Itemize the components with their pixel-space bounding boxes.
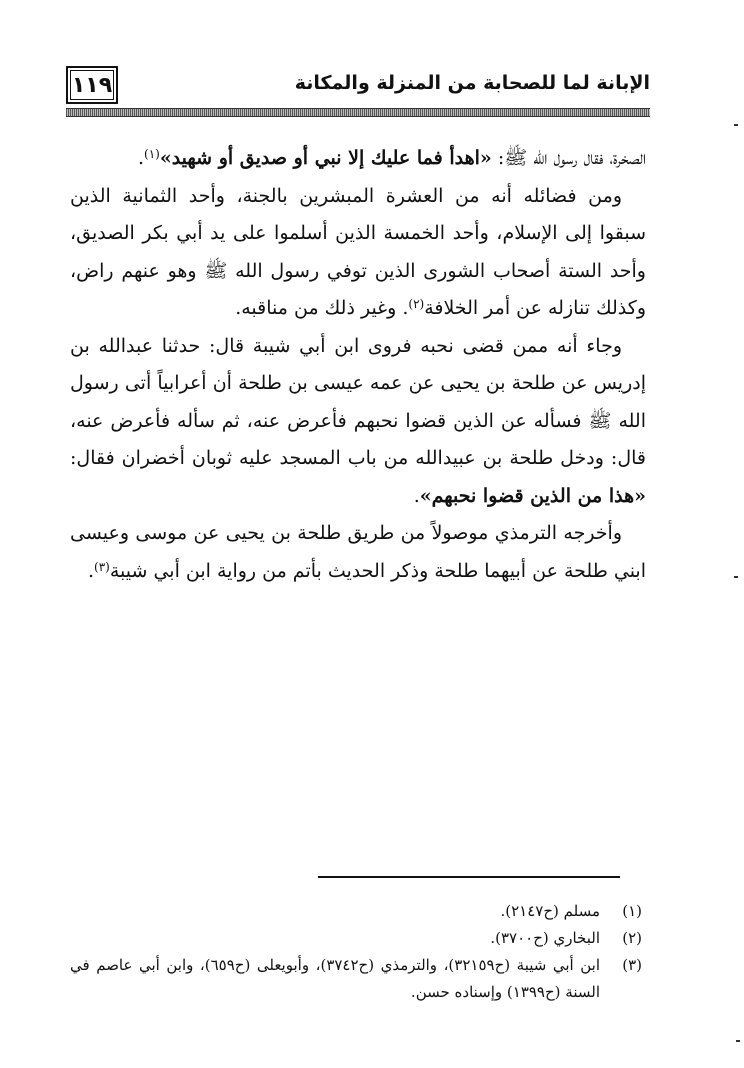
p3-text: وجاء أنه ممن قضى نحبه فروى ابن أبي شيبة قال: حدثنا عبدالله بن إدريس عن طلحة بن يحيى عن عمه عيسى بن طلحة أن أعرابياً أتى رسول الله ﷺ فسأله عن الذين قضوا نحبهم فأعرض عنه، ثم سأله فأعرض عنه، قال: ودخل طلحة بن عبيدالله من باب المسجد عليه ثوبان أخضران فقال: xyxy=(70,334,646,469)
scan-speck xyxy=(734,576,738,578)
footnote-2 xyxy=(70,925,642,952)
p2-end: . وغير ذلك من مناقبه. xyxy=(235,297,409,319)
p2-text: ومن فضائله أنه من العشرة المبشرين بالجنة، وأحد الثمانية الذين سبقوا إلى الإسلام، وأحد الخمسة الذين أسلموا على يد أبي بكر الصديق، وأحد الستة أصحاب الشورى الذين توفي رسول الله ﷺ وهو عنهم راض، وكذلك تنازله عن أمر الخلافة xyxy=(70,184,646,319)
footnote-text: ابن أبي شيبة (ح٣٢١٥٩)، والترمذي (ح٣٧٤٢)، وأبويعلى (ح٦٥٩)، وابن أبي عاصم في السنة (ح١٣٩٩) وإسناده حسن. xyxy=(70,956,601,1001)
scan-speck xyxy=(736,1040,740,1042)
footnotes xyxy=(70,898,642,1006)
footnote-number: (١) xyxy=(622,902,642,920)
p1-end: . xyxy=(137,147,144,169)
footnote-ref-2[interactable]: (٢) xyxy=(408,297,425,311)
running-title: الإبانة لما للصحابة من المنزلة والمكانة xyxy=(294,72,650,94)
p1-quote: «اهدأ فما عليك إلا نبي أو صديق أو شهيد» xyxy=(159,147,492,169)
footnote-ref-1[interactable]: (١) xyxy=(144,147,160,161)
footnote-ref-3[interactable]: (٣) xyxy=(94,559,110,574)
page-header xyxy=(66,66,650,106)
p4-text: وأخرجه الترمذي موصولاً من طريق طلحة بن يحيى عن موسى وعيسى ابني طلحة عن أبيهما طلحة وذكر الحديث بأتم من رواية ابن أبي شيبة xyxy=(70,522,646,582)
footnote-3 xyxy=(70,952,642,1006)
p3-quote: «هذا من الذين قضوا نحبهم» xyxy=(419,484,646,507)
paragraph-1 xyxy=(70,140,646,178)
paragraph-2 xyxy=(70,178,646,328)
footnote-number: (٣) xyxy=(622,956,642,974)
p3-end: . xyxy=(413,484,420,507)
paragraph-3 xyxy=(70,328,646,516)
paragraph-4 xyxy=(70,515,646,590)
footnote-text: مسلم (ح٢١٤٧). xyxy=(500,902,600,920)
p4-end: . xyxy=(87,559,95,582)
footnote-rule xyxy=(318,876,620,878)
scan-speck xyxy=(734,124,738,126)
p1-text: الصخرة، فقال رسول الله ﷺ: xyxy=(491,147,646,169)
page-number: ١١٩ xyxy=(66,66,118,104)
main-text xyxy=(70,140,646,590)
footnote-1 xyxy=(70,898,642,925)
footnote-number: (٢) xyxy=(622,929,642,947)
footnote-text: البخاري (ح٣٧٠٠). xyxy=(490,929,600,947)
header-rule xyxy=(66,108,650,117)
